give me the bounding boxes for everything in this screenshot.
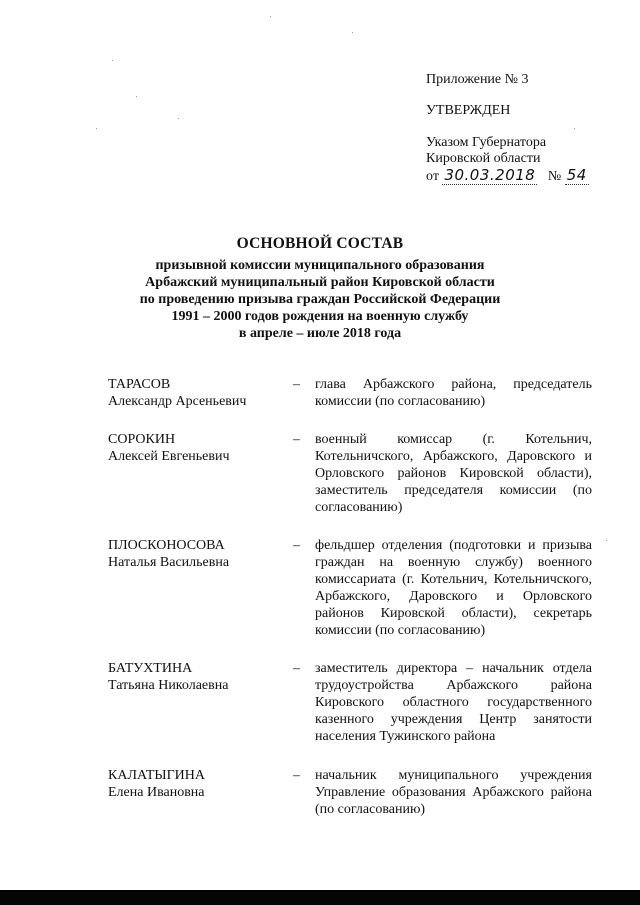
member-name (108, 431, 293, 516)
scan-speck (178, 118, 179, 119)
member-name (108, 537, 293, 639)
member-dash: – (293, 661, 300, 676)
date-prefix: от (426, 169, 439, 184)
title-line-1: призывной комиссии муниципального образования (155, 258, 485, 273)
member-surname: ТАРАСОВ (108, 377, 171, 392)
member-surname: БАТУХТИНА (108, 661, 193, 676)
scan-speck (96, 128, 97, 129)
members-list (108, 376, 592, 818)
scan-bottom-band (0, 890, 640, 905)
member-given-name: Татьяна Николаевна (108, 678, 229, 693)
member-name (108, 376, 293, 410)
scan-speck (606, 540, 607, 541)
scan-speck (270, 16, 271, 17)
scan-speck (136, 96, 137, 97)
handwritten-number: 54 (566, 166, 587, 184)
member-row (108, 660, 592, 745)
member-surname: ПЛОСКОНОСОВА (108, 538, 225, 553)
member-name (108, 660, 293, 745)
number-prefix: № (547, 169, 562, 184)
title-line-3: по проведению призыва граждан Российской Федерации (139, 292, 501, 307)
member-surname: СОРОКИН (108, 432, 176, 447)
member-row (108, 431, 592, 516)
member-role: начальник муниципального учреждения Управление образования Арбажского района (по согласованию) (315, 768, 592, 817)
title-line-5: в апреле – июле 2018 года (238, 326, 402, 341)
member-row (108, 376, 592, 410)
title-main: ОСНОВНОЙ СОСТАВ (236, 235, 404, 252)
scan-speck (112, 60, 113, 61)
title-line-4: 1991 – 2000 годов рождения на военную службу (171, 309, 469, 324)
title-line-2: Арбажский муниципальный район Кировской области (145, 275, 495, 290)
member-role: глава Арбажского района, председатель комиссии (по согласованию) (315, 377, 592, 409)
decree-date-line (426, 167, 626, 185)
member-role: заместитель директора – начальник отдела трудоустройства Арбажского района Кировского областного государственного казенного учреждения Центр занятости населения Тужинского района (315, 661, 592, 744)
decree-line-1: Указом Губернатора (426, 135, 547, 150)
scan-speck (574, 128, 575, 129)
member-dash: – (293, 538, 300, 553)
member-dash: – (293, 432, 300, 447)
member-role: военный комиссар (г. Котельнич, Котельничского, Арбажского, Даровского и Орловского районов Кировской области), заместитель председателя комиссии (по согласованию) (315, 432, 592, 515)
member-row (108, 767, 592, 818)
member-surname: КАЛАТЫГИНА (108, 768, 206, 783)
document-title (60, 235, 580, 342)
handwritten-date: 30.03.2018 (444, 166, 536, 184)
approval-block (426, 72, 626, 185)
member-dash: – (293, 377, 300, 392)
member-role: фельдшер отделения (подготовки и призыва граждан на военную службу) военного комиссариата (г. Котельнич, Котельничского, Арбажского, Даровского и Орловского районов Кировской области), секретарь комиссии (по согласованию) (315, 538, 592, 638)
member-row (108, 537, 592, 639)
decree-line-2: Кировской области (426, 151, 541, 166)
member-given-name: Елена Ивановна (108, 785, 205, 800)
member-dash: – (293, 768, 300, 783)
member-name (108, 767, 293, 818)
member-given-name: Александр Арсеньевич (108, 394, 247, 409)
scan-speck (352, 32, 353, 33)
member-given-name: Алексей Евгеньевич (108, 449, 230, 464)
appendix-label: Приложение № 3 (426, 72, 529, 87)
approved-label: УТВЕРЖДЕН (426, 103, 511, 118)
member-given-name: Наталья Васильевна (108, 555, 230, 570)
